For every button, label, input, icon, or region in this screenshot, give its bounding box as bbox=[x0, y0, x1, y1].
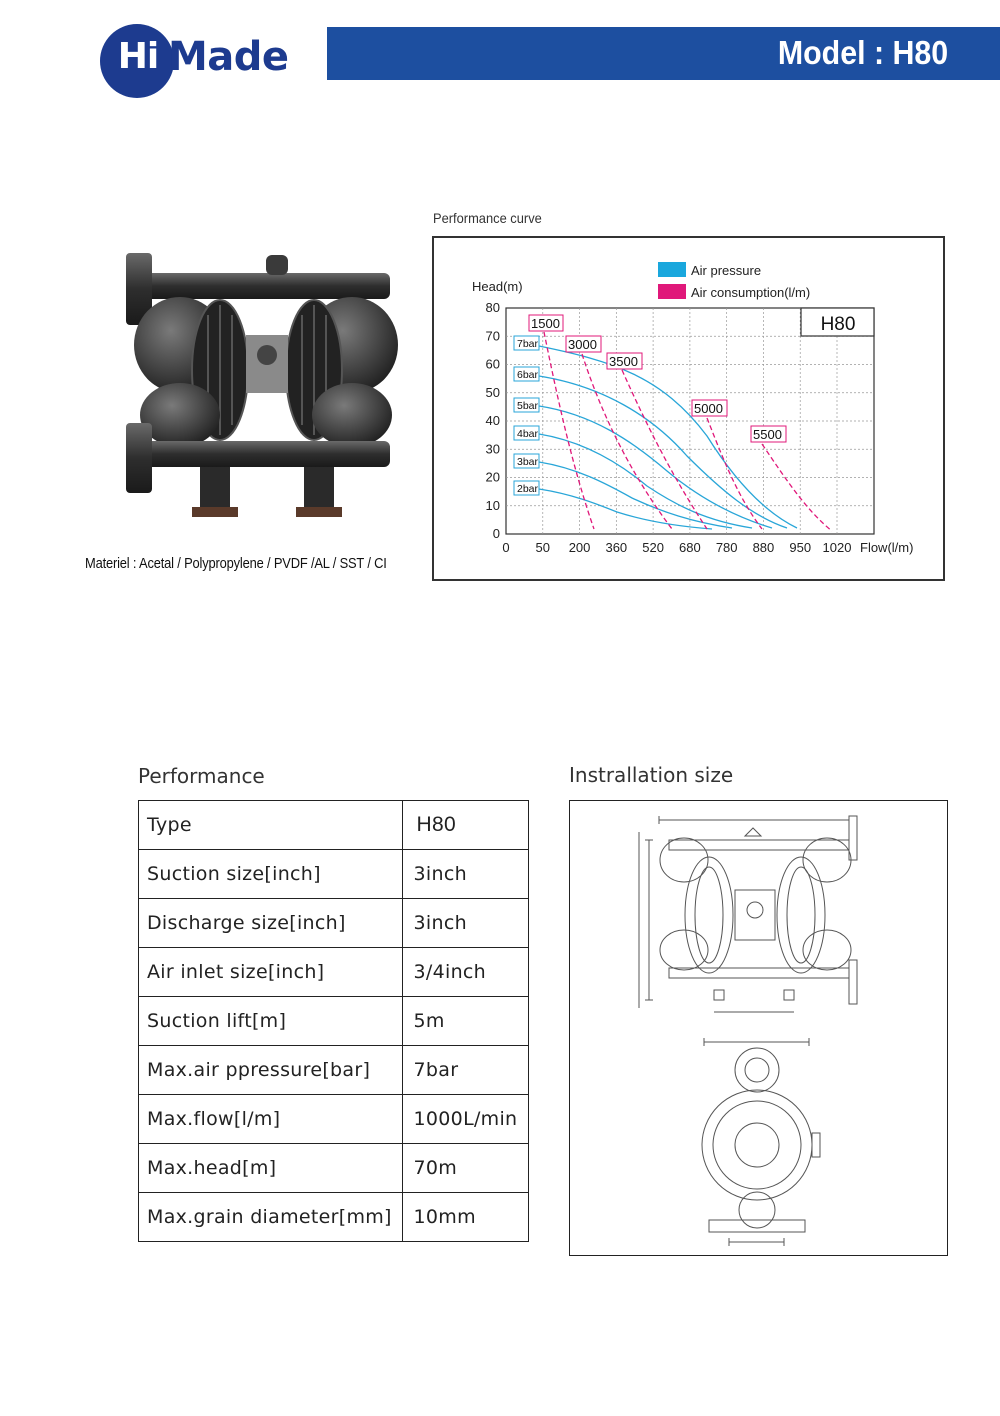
logo-made-text: Made bbox=[168, 34, 289, 80]
x-tick-label: 520 bbox=[642, 540, 664, 555]
y-tick-label: 80 bbox=[485, 300, 500, 315]
pressure-label-5bar: 5bar bbox=[517, 400, 539, 412]
x-axis-label: Flow(l/m) bbox=[860, 540, 914, 555]
table-row bbox=[139, 801, 529, 850]
row-label: Suction size[inch] bbox=[139, 850, 403, 899]
table-row bbox=[139, 948, 529, 997]
legend-swatch-consumption bbox=[658, 284, 686, 299]
x-tick-label: 50 bbox=[535, 540, 551, 555]
consumption-curve-5500 bbox=[762, 444, 832, 531]
row-value: 3/4inch bbox=[402, 948, 528, 997]
x-tick-label: 680 bbox=[679, 540, 701, 555]
y-tick-labels bbox=[486, 300, 500, 541]
y-tick-label: 40 bbox=[485, 413, 500, 428]
consumption-label-1500: 1500 bbox=[531, 316, 560, 331]
consumption-label-3000: 3000 bbox=[568, 337, 597, 352]
x-tick-label: 780 bbox=[715, 540, 738, 555]
consumption-label-5500: 5500 bbox=[753, 427, 782, 442]
y-axis-label: Head(m) bbox=[472, 279, 523, 294]
consumption-label-3500: 3500 bbox=[609, 354, 638, 369]
y-tick-label: 60 bbox=[485, 356, 500, 372]
y-tick-label: 30 bbox=[485, 441, 500, 457]
performance-table bbox=[138, 800, 529, 1242]
row-value: 5m bbox=[402, 997, 528, 1046]
model-banner bbox=[327, 27, 1000, 80]
table-row bbox=[139, 997, 529, 1046]
legend-label-consumption: Air consumption(l/m) bbox=[691, 285, 811, 300]
performance-title: Performance bbox=[138, 764, 265, 788]
x-tick-label: 1020 bbox=[822, 540, 852, 555]
row-value: 3inch bbox=[402, 850, 528, 899]
y-tick-label: 50 bbox=[485, 384, 500, 400]
front-view-drawing bbox=[639, 816, 857, 1012]
installation-title: Instrallation size bbox=[569, 763, 734, 787]
x-tick-label: 360 bbox=[605, 540, 628, 555]
pressure-label-2bar: 2bar bbox=[517, 483, 539, 495]
pressure-curve-4bar bbox=[539, 434, 752, 528]
model-box-label: H80 bbox=[820, 314, 856, 335]
row-label: Max.grain diameter[mm] bbox=[139, 1193, 403, 1242]
chart-grid bbox=[506, 308, 874, 534]
table-row bbox=[139, 899, 529, 948]
y-tick-label: 0 bbox=[492, 526, 500, 541]
table-row bbox=[139, 1193, 529, 1242]
row-label: Air inlet size[inch] bbox=[139, 948, 403, 997]
row-value: H80 bbox=[402, 801, 528, 850]
row-label: Type bbox=[139, 801, 403, 850]
row-label: Max.head[m] bbox=[139, 1144, 403, 1193]
row-value: 70m bbox=[402, 1144, 528, 1193]
material-caption: Materiel : Acetal / Polypropylene / PVDF /AL / SST / CI bbox=[85, 555, 387, 572]
row-label: Discharge size[inch] bbox=[139, 899, 403, 948]
x-tick-label: 200 bbox=[568, 540, 591, 555]
y-tick-label: 20 bbox=[485, 469, 500, 485]
y-tick-label: 10 bbox=[485, 497, 500, 513]
legend-swatch-pressure bbox=[658, 262, 686, 277]
performance-chart bbox=[432, 236, 945, 581]
row-label: Suction lift[m] bbox=[139, 997, 403, 1046]
pressure-label-3bar: 3bar bbox=[517, 456, 539, 468]
pressure-label-6bar: 6bar bbox=[517, 369, 539, 381]
row-value: 10mm bbox=[402, 1193, 528, 1242]
table-row bbox=[139, 850, 529, 899]
row-value: 3inch bbox=[402, 899, 528, 948]
logo-hi-text: Hi bbox=[117, 36, 159, 77]
pressure-label-4bar: 4bar bbox=[517, 428, 539, 440]
pump-photo bbox=[118, 245, 403, 525]
table-row bbox=[139, 1046, 529, 1095]
consumption-curve-1500 bbox=[544, 332, 594, 529]
installation-drawing bbox=[569, 800, 948, 1256]
legend-label-pressure: Air pressure bbox=[691, 263, 762, 278]
model-title: Model : H80 bbox=[777, 34, 948, 71]
x-tick-label: 880 bbox=[752, 540, 775, 555]
pressure-curve-6bar bbox=[539, 376, 787, 528]
row-label: Max.air ppressure[bar] bbox=[139, 1046, 403, 1095]
row-value: 1000L/min bbox=[402, 1095, 528, 1144]
y-tick-label: 70 bbox=[485, 328, 500, 344]
x-tick-label: 950 bbox=[789, 540, 812, 555]
x-tick-labels bbox=[502, 540, 851, 555]
x-tick-label: 0 bbox=[502, 540, 510, 555]
pressure-curve-5bar bbox=[539, 406, 772, 528]
row-value: 7bar bbox=[402, 1046, 528, 1095]
table-row bbox=[139, 1095, 529, 1144]
chart-caption: Performance curve bbox=[433, 210, 542, 226]
table-row bbox=[139, 1144, 529, 1193]
row-label: Max.flow[l/m] bbox=[139, 1095, 403, 1144]
side-view-drawing bbox=[702, 1038, 820, 1246]
pressure-label-7bar: 7bar bbox=[517, 338, 539, 350]
brand-logo bbox=[100, 24, 315, 98]
consumption-label-5000: 5000 bbox=[694, 401, 723, 416]
